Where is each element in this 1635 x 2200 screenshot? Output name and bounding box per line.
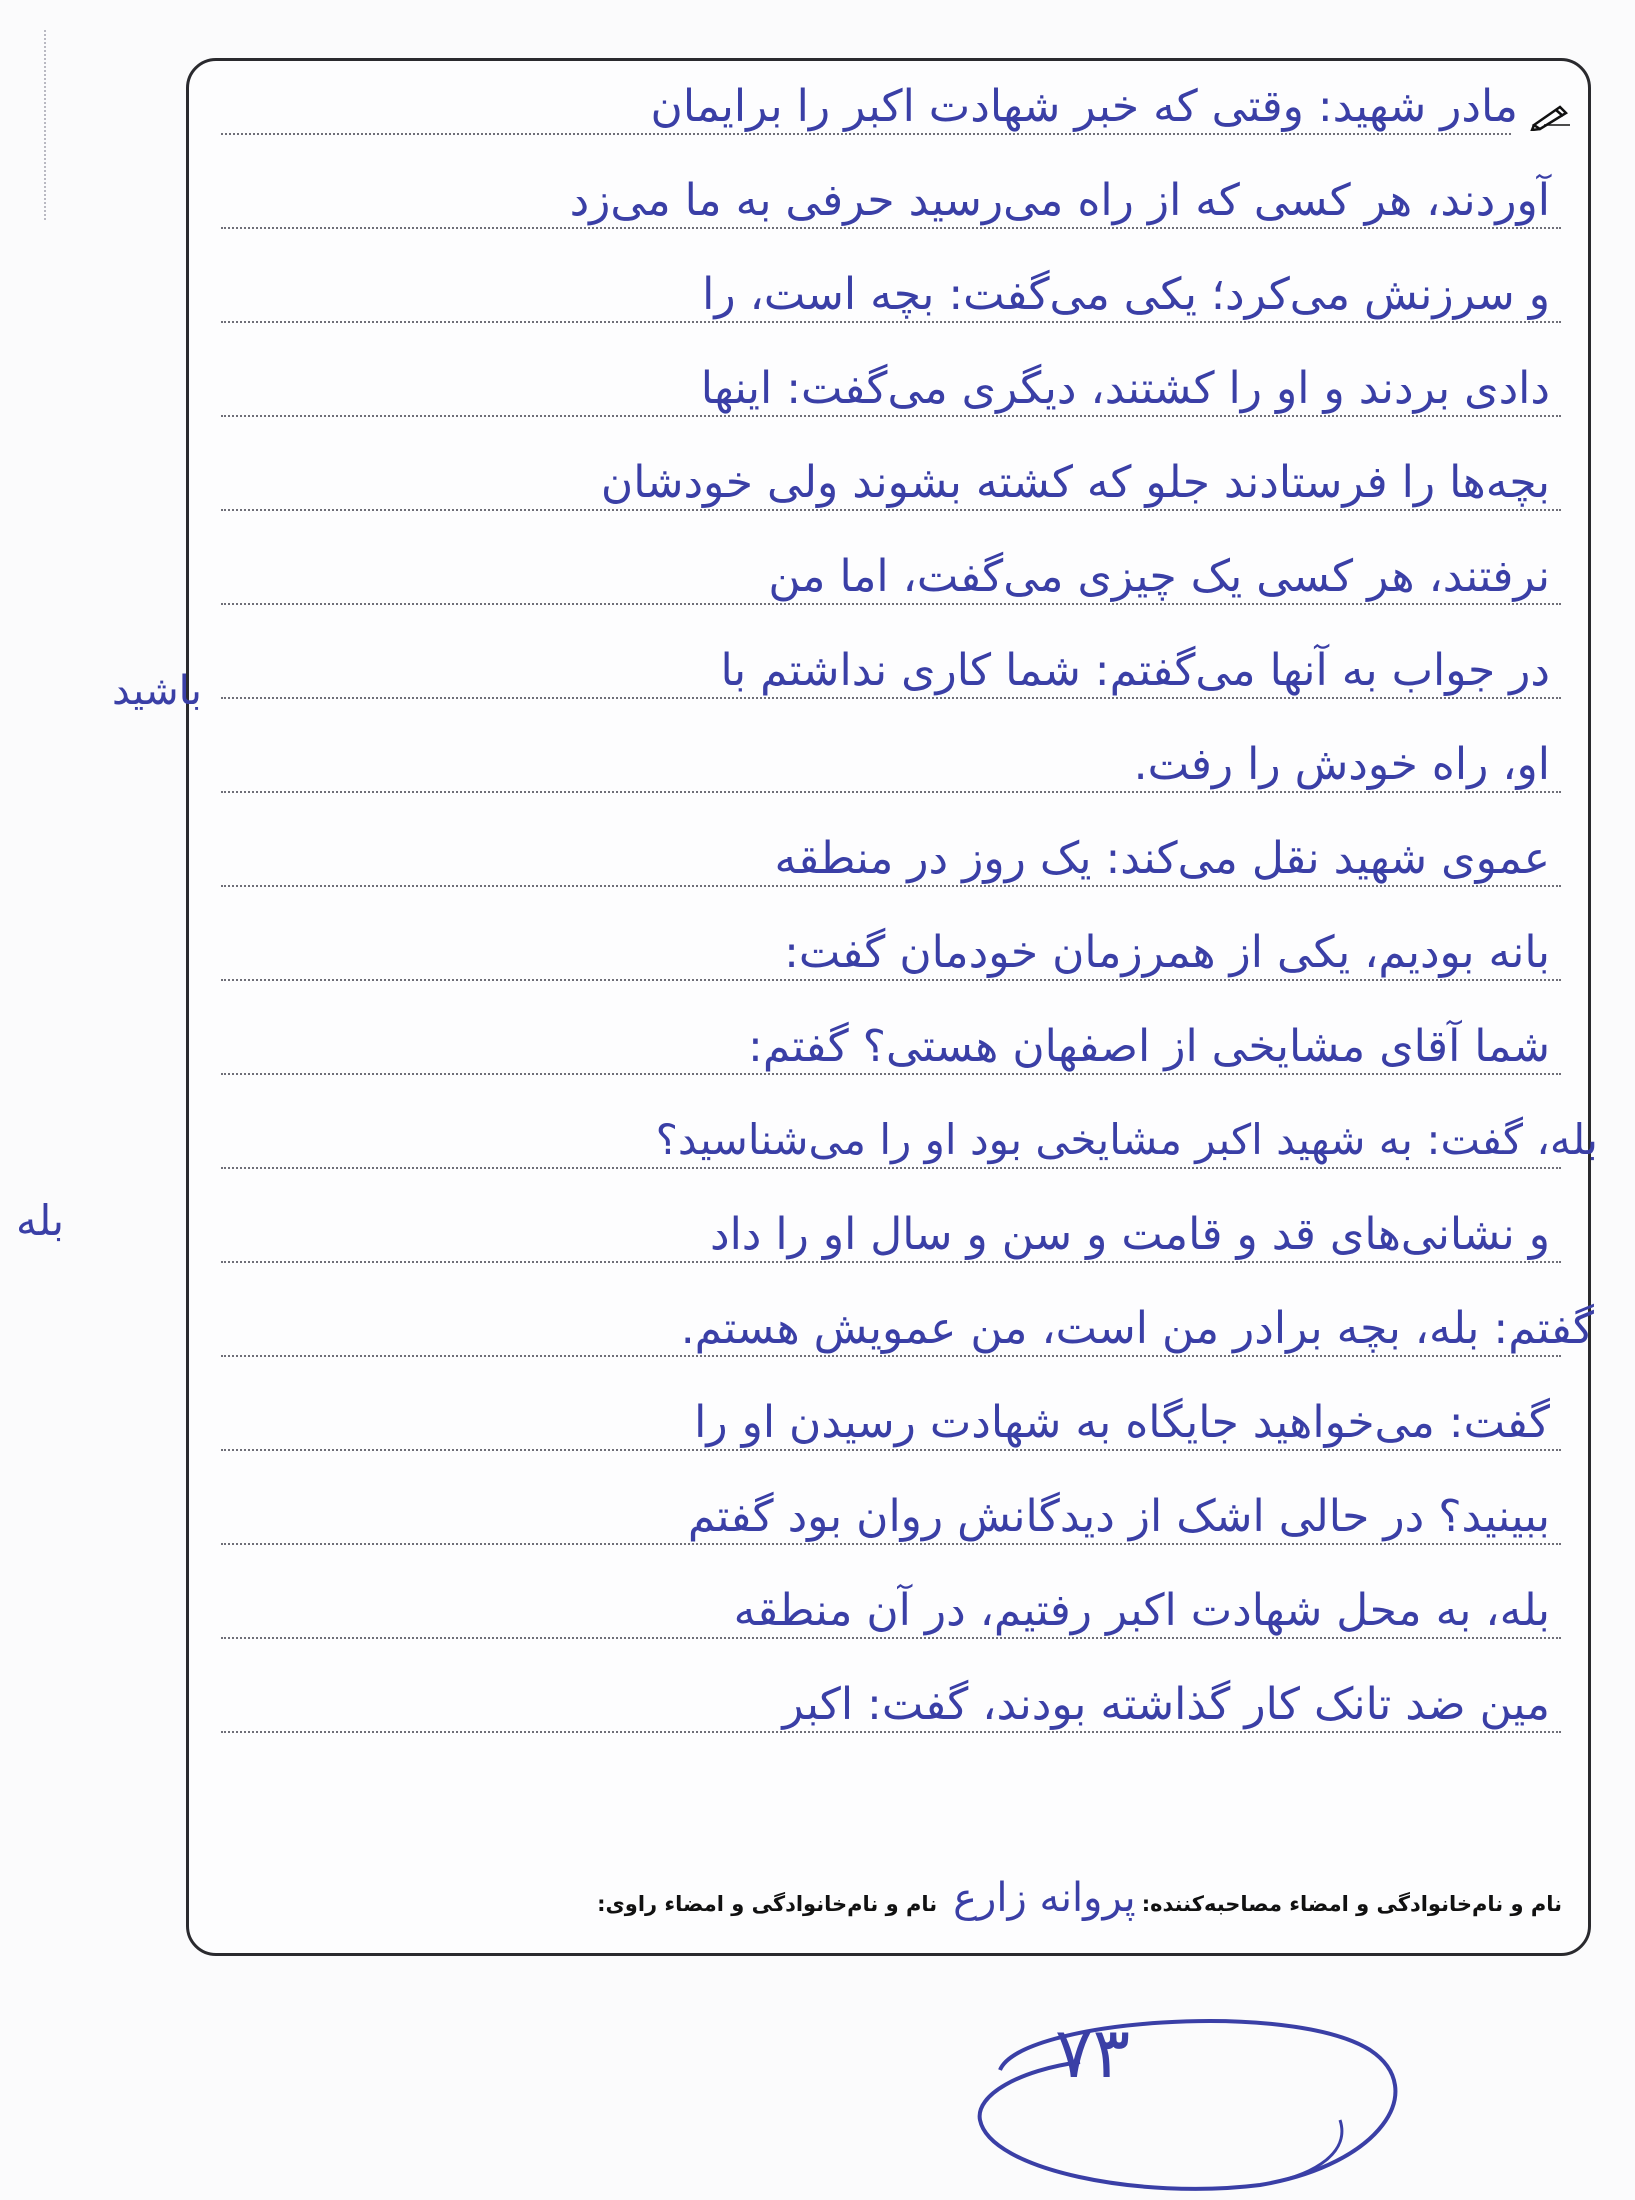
ruled-line (221, 1731, 1561, 1733)
handwritten-line: گفت: می‌خواهید جایگاه به شهادت رسیدن او را (694, 1397, 1550, 1448)
form-footer (597, 1875, 1562, 1921)
handwritten-line: مادر شهید: وقتی که خبر شهادت اکبر را برایمان (650, 81, 1518, 132)
ruled-line (221, 1167, 1561, 1169)
handwritten-line: عموی شهید نقل می‌کند: یک روز در منطقه (774, 833, 1550, 884)
ruled-line (221, 133, 1511, 135)
handwritten-line: نرفتند، هر کسی یک چیزی می‌گفت، اما من (768, 551, 1550, 602)
ruled-line (221, 1637, 1561, 1639)
handwritten-line: آوردند، هر کسی که از راه می‌رسید حرفی به ما می‌زد (569, 175, 1550, 226)
handwritten-line: و نشانی‌های قد و قامت و سن و سال او را داد (709, 1209, 1550, 1260)
handwritten-line: و سرزنش می‌کرد؛ یکی می‌گفت: بچه است، را (702, 269, 1550, 320)
ruled-line (221, 415, 1561, 417)
handwritten-line: گفتم: بله، بچه برادر من است، من عمویش هستم. (680, 1303, 1594, 1354)
handwritten-line: بانه بودیم، یکی از همرزمان خودمان گفت: (784, 927, 1550, 978)
ruled-line (221, 321, 1561, 323)
ruled-line (221, 1449, 1561, 1451)
ruled-line (221, 509, 1561, 511)
ruled-line (221, 1261, 1561, 1263)
handwritten-line: شما آقای مشایخی از اصفهان هستی؟ گفتم: (748, 1021, 1550, 1072)
page-number-circle (960, 2000, 1430, 2200)
pen-icon (1530, 101, 1572, 131)
margin-note: باشید (112, 668, 202, 714)
narrator-label: نام و نام‌خانوادگی و امضاء راوی: (597, 1892, 938, 1916)
interviewer-label: نام و نام‌خانوادگی و امضاء مصاحبه‌کننده: (1141, 1892, 1562, 1916)
ruled-line (221, 885, 1561, 887)
ruled-line (221, 979, 1561, 981)
handwritten-line: دادی بردند و او را کشتند، دیگری می‌گفت: اینها (700, 363, 1550, 414)
margin-note: بله (16, 1196, 65, 1245)
interviewer-signature: پروانه زارع (953, 1875, 1136, 1921)
handwritten-line: ببینید؟ در حالی اشک از دیدگانش روان بود گفتم (687, 1491, 1550, 1542)
handwritten-line: او، راه خودش را رفت. (1133, 739, 1550, 790)
page-number: ۷۳ (1055, 2012, 1131, 2094)
handwritten-line: بله، گفت: به شهید اکبر مشایخی بود او را می‌شناسید؟ (655, 1115, 1598, 1164)
form-frame (186, 58, 1598, 1956)
ruled-line (221, 1543, 1561, 1545)
ruled-line (221, 697, 1561, 699)
ruled-line (221, 791, 1561, 793)
ruled-line (221, 227, 1561, 229)
ruled-line (221, 603, 1561, 605)
ruled-line (221, 1073, 1561, 1075)
handwritten-line: بچه‌ها را فرستادند جلو که کشته بشوند ولی خودشان (600, 457, 1550, 508)
ruled-line (221, 1355, 1561, 1357)
handwritten-line: مین ضد تانک کار گذاشته بودند، گفت: اکبر (782, 1679, 1550, 1730)
punch-hole-line (44, 30, 46, 220)
handwritten-line: در جواب به آنها می‌گفتم: شما کاری نداشتم با (720, 645, 1550, 696)
handwritten-line: بله، به محل شهادت اکبر رفتیم، در آن منطقه (733, 1585, 1550, 1636)
